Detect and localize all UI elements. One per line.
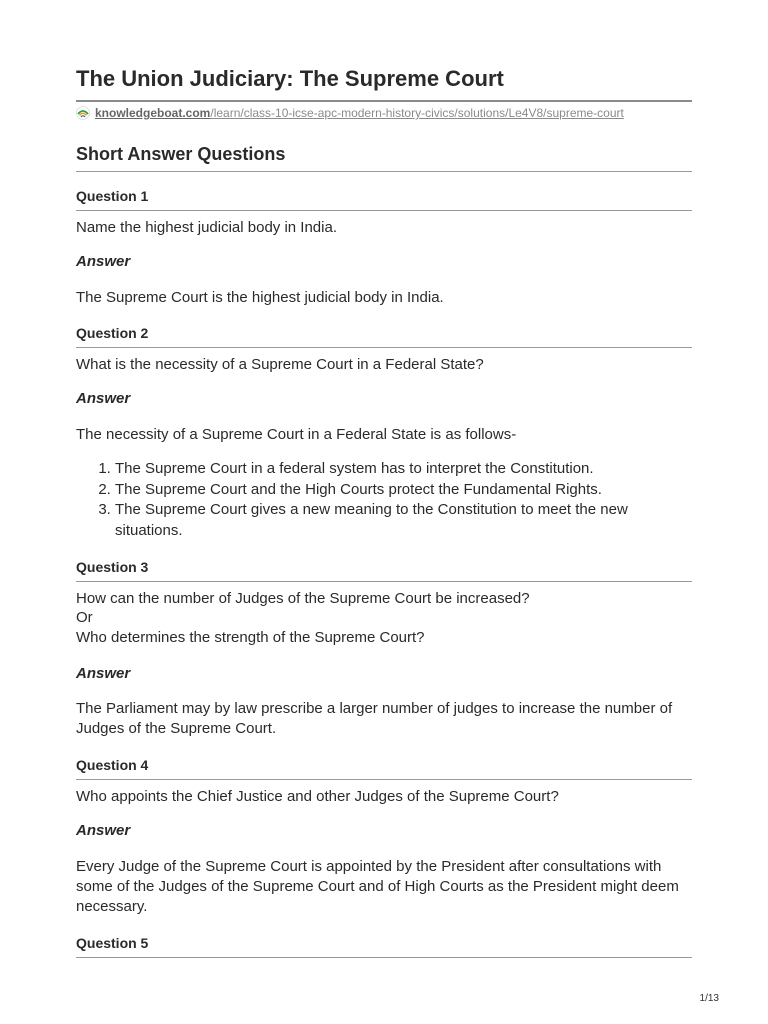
list-item: 1. The Supreme Court in a federal system has to interpret the Constitution. [115,459,692,480]
question-1-answer-label: Answer [76,253,131,270]
question-4-answer-label: Answer [76,822,131,839]
question-4-divider [76,779,692,780]
source-host[interactable]: knowledgeboat.com [95,106,211,120]
question-2-divider [76,347,692,348]
question-3-answer-label: Answer [76,665,131,682]
section-divider [76,171,692,172]
title-divider [76,100,692,102]
question-4-text: Who appoints the Chief Justice and other Judges of the Supreme Court? [76,788,559,805]
question-5-title: Question 5 [76,935,149,951]
question-1-text: Name the highest judicial body in India. [76,219,337,236]
question-3-text-line-1: How can the number of Judges of the Supreme Court be increased? [76,590,530,607]
question-4-title: Question 4 [76,757,149,773]
question-3-answer: The Parliament may by law prescribe a larger number of judges to increase the number of Judges of the Supreme Court. [76,700,673,737]
question-3-text-line-3: Who determines the strength of the Supreme Court? [76,629,425,646]
question-2-text: What is the necessity of a Supreme Court in a Federal State? [76,356,484,373]
source-path[interactable]: /learn/class-10-icse-apc-modern-history-civics/solutions/Le4V8/supreme-court [210,106,624,120]
question-3-divider [76,581,692,582]
question-1-divider [76,210,692,211]
section-title: Short Answer Questions [76,144,286,164]
question-1-answer: The Supreme Court is the highest judicial body in India. [76,289,444,306]
page-number: 1/13 [699,993,719,1004]
question-4-answer: Every Judge of the Supreme Court is appointed by the President after consultations with some of the Judges of the Supreme Court and of High Courts as the President might deem necessary. [76,858,679,915]
list-item: 3. The Supreme Court gives a new meaning to the Constitution to meet the new situations. [115,500,692,541]
page-title: The Union Judiciary: The Supreme Court [76,66,504,91]
source-link[interactable] [76,106,624,120]
question-1-title: Question 1 [76,188,149,204]
question-3-text-line-2: Or [76,609,93,626]
knowledgeboat-logo-icon [76,106,90,120]
question-5-divider [76,957,692,958]
question-2-title: Question 2 [76,325,149,341]
question-2-answer-label: Answer [76,390,131,407]
question-2-answer: The necessity of a Supreme Court in a Federal State is as follows- [76,426,517,443]
list-item: 2. The Supreme Court and the High Courts protect the Fundamental Rights. [115,480,692,501]
question-2-answer-list [76,459,692,541]
question-3-title: Question 3 [76,559,149,575]
